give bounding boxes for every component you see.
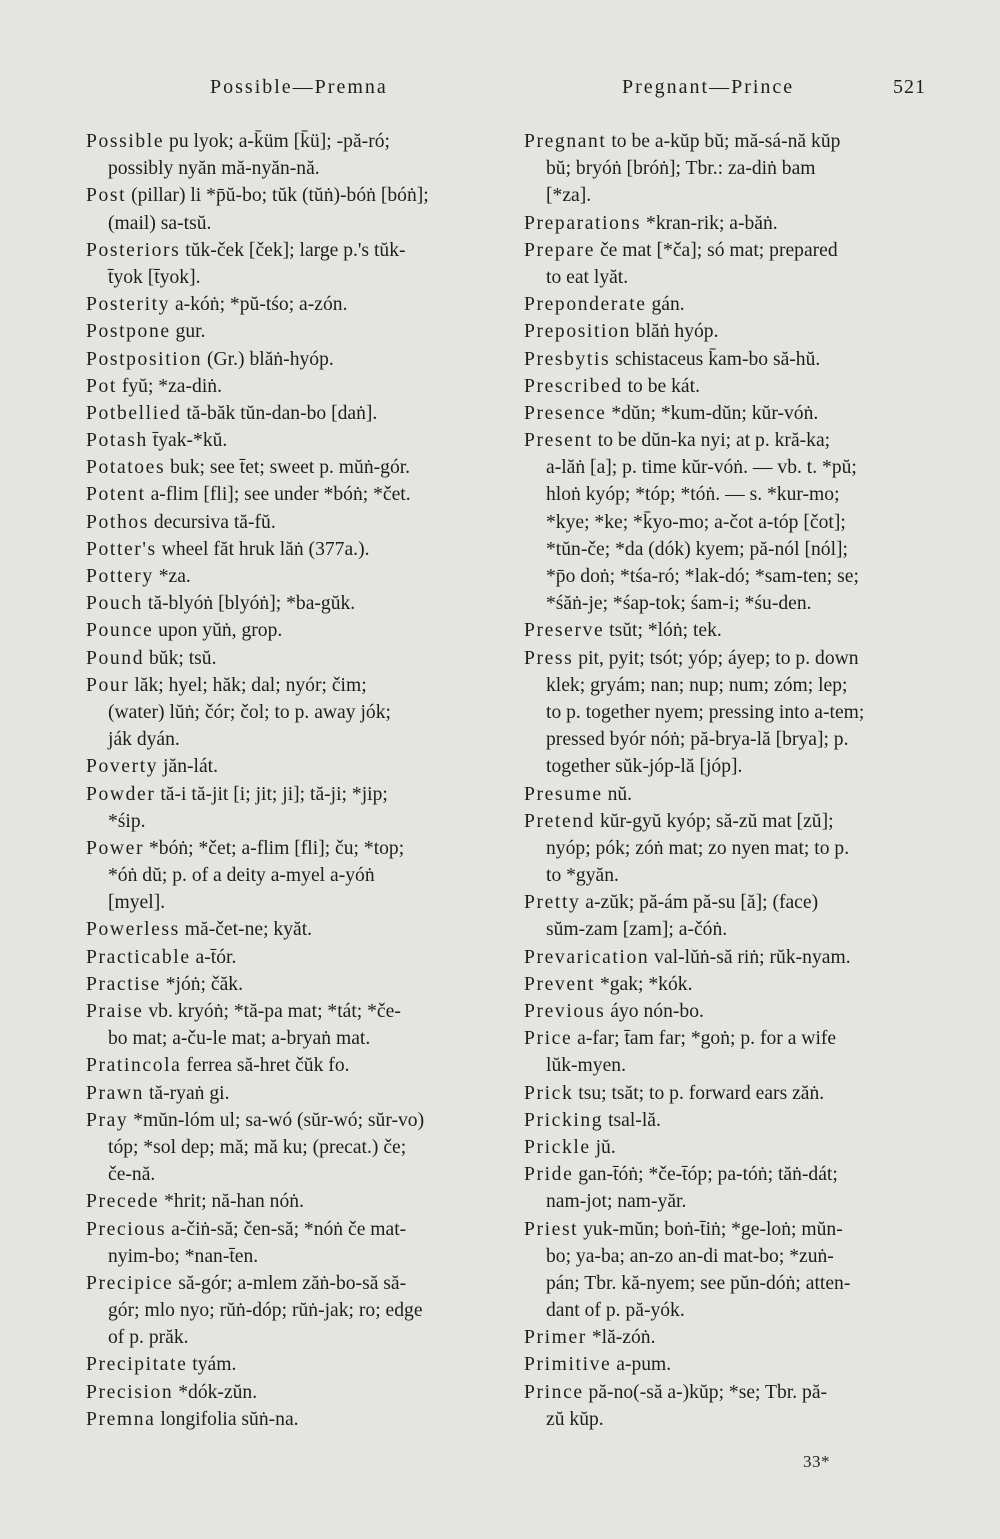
entry-text: of p. prăk. [108, 1327, 189, 1349]
entry-text: pit, pyit; tsót; yóp; áyep; to p. down [573, 647, 859, 669]
entry-text: bŭ; bryóṅ [bróṅ]; Tbr.: za-diṅ bam [546, 158, 816, 180]
entry-line [86, 427, 510, 454]
entry-text: tyám. [187, 1354, 237, 1376]
entry-text: gór; mlo nyo; rŭṅ-dóp; rŭṅ-jak; ro; edge [108, 1300, 423, 1322]
entry-text: jăn-lát. [158, 756, 218, 778]
headword: Powerless [86, 919, 180, 941]
entry-line [86, 318, 510, 345]
entry-text: *kran-rik; a-băṅ. [641, 212, 778, 234]
entry-continuation [524, 916, 940, 943]
entry-text: a-flim [fli]; see under *bóṅ; *čet. [145, 484, 411, 506]
headword: Prick [524, 1082, 574, 1104]
headword: Presbytis [524, 348, 611, 370]
entry-line [86, 536, 510, 563]
entry-continuation [86, 264, 510, 291]
entry-continuation [524, 1052, 940, 1079]
entry-line [524, 128, 940, 155]
headword: Pounce [86, 620, 154, 642]
headword: Prevent [524, 973, 596, 995]
entry-text: nam-jot; nam-yăr. [546, 1191, 687, 1213]
entry-text: (mail) sa-tsŭ. [108, 212, 212, 234]
entry-text: gur. [170, 321, 206, 343]
entry-continuation [86, 1134, 510, 1161]
entry-continuation [86, 726, 510, 753]
entry-line [524, 346, 940, 373]
entry-text: klek; gryám; nan; nup; num; zóm; lep; [546, 674, 848, 696]
entry-continuation [524, 536, 940, 563]
entry-line [86, 781, 510, 808]
entry-line [86, 563, 510, 590]
headword: Posteriors [86, 239, 181, 261]
headword: Preponderate [524, 294, 647, 316]
entry-line [86, 1080, 510, 1107]
headword: Powder [86, 783, 156, 805]
entry-text: a-t̄ór. [190, 946, 237, 968]
entry-text: tă-ryaṅ gi. [144, 1082, 230, 1104]
entry-text: pressed byór nóṅ; pă-brya-lă [brya]; p. [546, 729, 849, 751]
entry-line [524, 237, 940, 264]
entry-text: tsu; tsăt; to p. forward ears zăṅ. [573, 1082, 825, 1104]
entry-text: *dók-zŭn. [173, 1381, 258, 1403]
entry-text: jŭ. [590, 1136, 616, 1158]
entry-line [86, 753, 510, 780]
entry-continuation [524, 590, 940, 617]
headword: Posterity [86, 294, 171, 316]
entry-text: tă-blyóṅ [blyóṅ]; *ba-gŭk. [142, 593, 356, 615]
headword: Prince [524, 1381, 584, 1403]
headword: Preposition [524, 321, 631, 343]
entry-line [524, 1216, 940, 1243]
headword: Press [524, 647, 574, 669]
entry-text: *śip. [108, 810, 146, 832]
entry-text: gán. [646, 294, 685, 316]
entry-continuation [86, 1324, 510, 1351]
entry-text: to p. together nyem; pressing into a-tem; [546, 701, 865, 723]
entry-line [524, 373, 940, 400]
entry-continuation [524, 481, 940, 508]
entry-text: blăṅ hyóp. [630, 321, 719, 343]
left-column [86, 128, 510, 1433]
entry-text: tóp; *sol dep; mă; mă ku; (precat.) če; [108, 1136, 407, 1158]
headword: Potash [86, 430, 148, 452]
entry-text: to be kát. [622, 375, 700, 397]
entry-line [524, 889, 940, 916]
headword: Prawn [86, 1082, 145, 1104]
signature-mark: 33* [803, 1452, 830, 1471]
headword: Pouch [86, 593, 143, 615]
headword: Potatoes [86, 457, 166, 479]
headword: Primitive [524, 1354, 612, 1376]
entry-line [86, 1406, 510, 1433]
entry-text: to be a-kŭp bŭ; mă-sá-nă kŭp [606, 131, 841, 152]
entry-text: to be dŭn-ka nyi; at p. kră-ka; [592, 430, 831, 452]
entry-text: *bóṅ; *čet; a-flim [fli]; ču; *top; [144, 837, 405, 859]
entry-continuation [86, 862, 510, 889]
entry-line [524, 318, 940, 345]
entry-continuation [524, 454, 940, 481]
entry-text: če-nă. [108, 1164, 156, 1186]
entry-line [524, 781, 940, 808]
entry-line [524, 1379, 940, 1406]
entry-line [86, 916, 510, 943]
entry-text: zŭ kŭp. [546, 1408, 604, 1430]
entry-text: bo mat; a-ču-le mat; a-bryaṅ mat. [108, 1028, 371, 1050]
entry-text: *mŭn-lóm ul; sa-wó (sŭr-wó; sŭr-vo) [128, 1109, 425, 1131]
entry-text: buk; see t̄et; sweet p. mŭṅ-gór. [165, 457, 411, 479]
running-head-left: Possible—Premna [210, 76, 388, 98]
entry-text: tŭk-ček [ček]; large p.'s tŭk- [180, 239, 406, 261]
entry-continuation [524, 726, 940, 753]
entry-continuation [524, 835, 940, 862]
entry-text: a-kóṅ; *pŭ-tśo; a-zón. [170, 294, 348, 316]
entry-line [86, 128, 510, 155]
entry-text: *hrit; nă-han nóṅ. [159, 1191, 304, 1213]
headword: Pray [86, 1109, 129, 1131]
entry-text: *śăṅ-je; *śap-tok; śam-i; *śu-den. [546, 593, 812, 615]
headword: Premna [86, 1408, 156, 1430]
entry-text: nyóp; pók; zóṅ mat; zo nyen mat; to p. [546, 837, 850, 859]
entry-line [524, 971, 940, 998]
entry-continuation [86, 155, 510, 182]
entry-text: (Gr.) blăṅ-hyóp. [202, 348, 334, 370]
headword: Prescribed [524, 375, 623, 397]
entry-continuation [524, 1406, 940, 1433]
headword: Pregnant [524, 131, 607, 152]
headword: Present [524, 430, 593, 452]
entry-line [86, 509, 510, 536]
entry-continuation [524, 1243, 940, 1270]
entry-line [524, 808, 940, 835]
headword: Praise [86, 1001, 144, 1022]
entry-line [86, 346, 510, 373]
entry-text: *p̄o doṅ; *tśa-ró; *lak-dó; *sam-ten; se; [546, 566, 859, 587]
entry-line [86, 1107, 510, 1134]
entry-text: fyŭ; *za-diṅ. [116, 375, 222, 397]
entry-continuation [524, 264, 940, 291]
headword: Pottery [86, 566, 154, 587]
headword: Pride [524, 1164, 574, 1186]
entry-continuation [86, 1243, 510, 1270]
entry-text: (water) lŭṅ; čór; čol; to p. away jók; [108, 701, 391, 723]
entry-text: bo; ya-ba; an-zo an-di mat-bo; *zuṅ- [546, 1245, 834, 1267]
entry-text: ferrea să-hret čŭk fo. [181, 1055, 350, 1077]
entry-text: together sŭk-jóp-lă [jóp]. [546, 756, 743, 778]
entry-text: *za. [153, 566, 191, 587]
headword: Pothos [86, 511, 149, 533]
entry-line [86, 998, 510, 1025]
entry-line [86, 373, 510, 400]
entry-text: tsal-lă. [603, 1109, 661, 1131]
headword: Pretty [524, 892, 581, 914]
headword: Prepare [524, 239, 596, 261]
entry-text: *óṅ dŭ; p. of a deity a-myel a-yóṅ [108, 865, 375, 887]
headword: Poverty [86, 756, 159, 778]
entry-text: lŭk-myen. [546, 1055, 626, 1077]
entry-text: a-pum. [611, 1354, 672, 1376]
entry-line [524, 617, 940, 644]
entry-text: pu lyok; a-k̄üm [k̄ü]; -pă-ró; [164, 131, 390, 152]
entry-text: to *gyăn. [546, 865, 619, 887]
headword: Priest [524, 1218, 579, 1240]
entry-continuation [86, 1161, 510, 1188]
entry-continuation [524, 182, 940, 209]
entry-text: yuk-mŭn; boṅ-t̄iṅ; *ge-loṅ; mŭn- [578, 1218, 843, 1240]
entry-continuation [86, 889, 510, 916]
headword: Postposition [86, 348, 203, 370]
entry-line [86, 1188, 510, 1215]
headword: Preparations [524, 212, 642, 234]
entry-line [524, 291, 940, 318]
headword: Potent [86, 484, 146, 506]
entry-continuation [524, 1270, 940, 1297]
entry-text: val-lŭṅ-să riṅ; rŭk-nyam. [649, 946, 851, 968]
headword: Price [524, 1028, 573, 1050]
entry-continuation [524, 1188, 940, 1215]
entry-line [86, 454, 510, 481]
entry-continuation [524, 672, 940, 699]
entry-text: a-zŭk; pă-ám pă-su [ă]; (face) [580, 892, 819, 914]
headword: Pratincola [86, 1055, 182, 1077]
entry-text: dant of p. pă-yók. [546, 1300, 685, 1322]
entry-line [86, 1216, 510, 1243]
headword: Prickle [524, 1136, 591, 1158]
entry-text: a-far; t̄am far; *goṅ; p. for a wife [572, 1028, 837, 1050]
entry-text: schistaceus k̄am-bo să-hŭ. [610, 348, 821, 370]
headword: Potbellied [86, 402, 182, 424]
entry-text: nŭ. [602, 783, 633, 805]
entry-text: (pillar) li *p̄ŭ-bo; tŭk (tŭṅ)-bóṅ [bóṅ]; [126, 185, 429, 207]
entry-continuation [524, 862, 940, 889]
entry-text: kŭr-gyŭ kyóp; să-zŭ mat [zŭ]; [595, 810, 834, 832]
entry-text: ják dyán. [108, 729, 180, 751]
entry-line [86, 971, 510, 998]
entry-line [86, 481, 510, 508]
entry-line [86, 645, 510, 672]
entry-text: gan-t̄óṅ; *če-t̄óp; pa-tóṅ; tăṅ-dát; [573, 1164, 838, 1186]
headword: Practise [86, 973, 161, 995]
entry-text: áyo nón-bo. [605, 1001, 704, 1022]
headword: Power [86, 837, 145, 859]
entry-text: *tŭn-če; *da (dók) kyem; pă-nól [nól]; [546, 538, 848, 560]
entry-text: *jóṅ; čăk. [160, 973, 243, 995]
entry-text: *lă-zóṅ. [586, 1327, 656, 1349]
entry-continuation [86, 808, 510, 835]
entry-line [524, 1107, 940, 1134]
entry-text: pán; Tbr. kă-nyem; see pŭn-dóṅ; atten- [546, 1272, 851, 1294]
entry-line [86, 182, 510, 209]
entry-continuation [524, 1297, 940, 1324]
headword: Precious [86, 1218, 167, 1240]
right-column [524, 128, 940, 1433]
headword: Pour [86, 674, 130, 696]
running-head-right: Pregnant—Prince [622, 76, 795, 98]
entry-continuation [86, 1025, 510, 1052]
headword: Pound [86, 647, 145, 669]
entry-text: *gak; *kók. [595, 973, 693, 995]
entry-text: hloṅ kyóp; *tóp; *tóṅ. — s. *kur-mo; [546, 484, 840, 506]
entry-text: t̄yak-*kŭ. [147, 430, 228, 452]
entry-line [86, 590, 510, 617]
entry-line [86, 400, 510, 427]
entry-text: sŭm-zam [zam]; a-čóṅ. [546, 919, 728, 941]
headword: Previous [524, 1001, 606, 1022]
entry-text: longifolia sŭṅ-na. [155, 1408, 299, 1430]
entry-continuation [86, 1297, 510, 1324]
entry-continuation [86, 699, 510, 726]
headword: Precipitate [86, 1354, 188, 1376]
headword: Presume [524, 783, 603, 805]
headword: Preserve [524, 620, 605, 642]
entry-line [524, 1351, 940, 1378]
entry-text: lăk; hyel; hăk; dal; nyór; čim; [129, 674, 367, 696]
entry-continuation [524, 699, 940, 726]
entry-text: să-gór; a-mlem zăṅ-bo-să să- [173, 1272, 407, 1294]
headword: Precision [86, 1381, 174, 1403]
headword: Pricking [524, 1109, 604, 1131]
headword: Pot [86, 375, 117, 397]
entry-line [86, 237, 510, 264]
entry-text: decursiva tă-fŭ. [148, 511, 276, 533]
entry-line [86, 1052, 510, 1079]
page-number: 521 [893, 76, 926, 98]
entry-text: upon yŭṅ, grop. [153, 620, 283, 642]
entry-line [524, 427, 940, 454]
entry-line [86, 835, 510, 862]
entry-line [86, 291, 510, 318]
entry-text: t̄yok [t̄yok]. [108, 266, 201, 288]
entry-text: possibly nyăn mă-nyăn-nă. [108, 158, 320, 180]
entry-line [524, 1080, 940, 1107]
entry-text: pă-no(-să a-)kŭp; *se; Tbr. pă- [583, 1381, 828, 1403]
entry-text: tsŭt; *lóṅ; tek. [604, 620, 722, 642]
headword: Potter's [86, 538, 157, 560]
entry-text: nyim-bo; *nan-t̄en. [108, 1245, 259, 1267]
entry-line [86, 1379, 510, 1406]
entry-text: to eat lyăt. [546, 266, 629, 288]
entry-text: *kye; *ke; *k̄yo-mo; a-čot a-tóp [čot]; [546, 511, 846, 533]
entry-text: mă-čet-ne; kyăt. [179, 919, 313, 941]
entry-text: a-čiṅ-să; čen-să; *nóṅ če mat- [166, 1218, 407, 1240]
entry-line [86, 617, 510, 644]
entry-continuation [86, 210, 510, 237]
entry-text: *dŭn; *kum-dŭn; kŭr-vóṅ. [606, 402, 819, 424]
headword: Primer [524, 1327, 587, 1349]
entry-line [524, 1324, 940, 1351]
entry-line [524, 645, 940, 672]
headword: Presence [524, 402, 607, 424]
entry-line [86, 1351, 510, 1378]
entry-line [524, 210, 940, 237]
headword: Precipice [86, 1272, 174, 1294]
entry-continuation [524, 753, 940, 780]
headword: Precede [86, 1191, 160, 1213]
entry-text: a-lăṅ [a]; p. time kŭr-vóṅ. — vb. t. *pŭ; [546, 457, 857, 479]
entry-continuation [524, 155, 940, 182]
entry-text: vb. kryóṅ; *tă-pa mat; *tát; *če- [143, 1001, 401, 1022]
entry-line [524, 998, 940, 1025]
headword: Practicable [86, 946, 191, 968]
headword: Pretend [524, 810, 596, 832]
entry-line [86, 944, 510, 971]
entry-text: [*za]. [546, 185, 592, 207]
entry-line [524, 1134, 940, 1161]
entry-text: tă-i tă-jit [i; jit; ji]; tă-ji; *jip; [155, 783, 388, 805]
entry-line [86, 672, 510, 699]
entry-line [524, 1025, 940, 1052]
entry-text: bŭk; tsŭ. [144, 647, 217, 669]
entry-continuation [524, 563, 940, 590]
headword: Post [86, 185, 127, 207]
entry-continuation [524, 509, 940, 536]
entry-text: če mat [*ča]; só mat; prepared [595, 239, 838, 261]
entry-line [524, 1161, 940, 1188]
entry-text: wheel făt hruk lăṅ (377a.). [156, 538, 370, 560]
headword: Prevarication [524, 946, 650, 968]
entry-line [86, 1270, 510, 1297]
entry-line [524, 400, 940, 427]
entry-line [524, 944, 940, 971]
entry-text: tă-băk tŭn-dan-bo [daṅ]. [181, 402, 378, 424]
headword: Postpone [86, 321, 171, 343]
entry-text: [myel]. [108, 892, 166, 914]
headword: Possible [86, 131, 165, 152]
